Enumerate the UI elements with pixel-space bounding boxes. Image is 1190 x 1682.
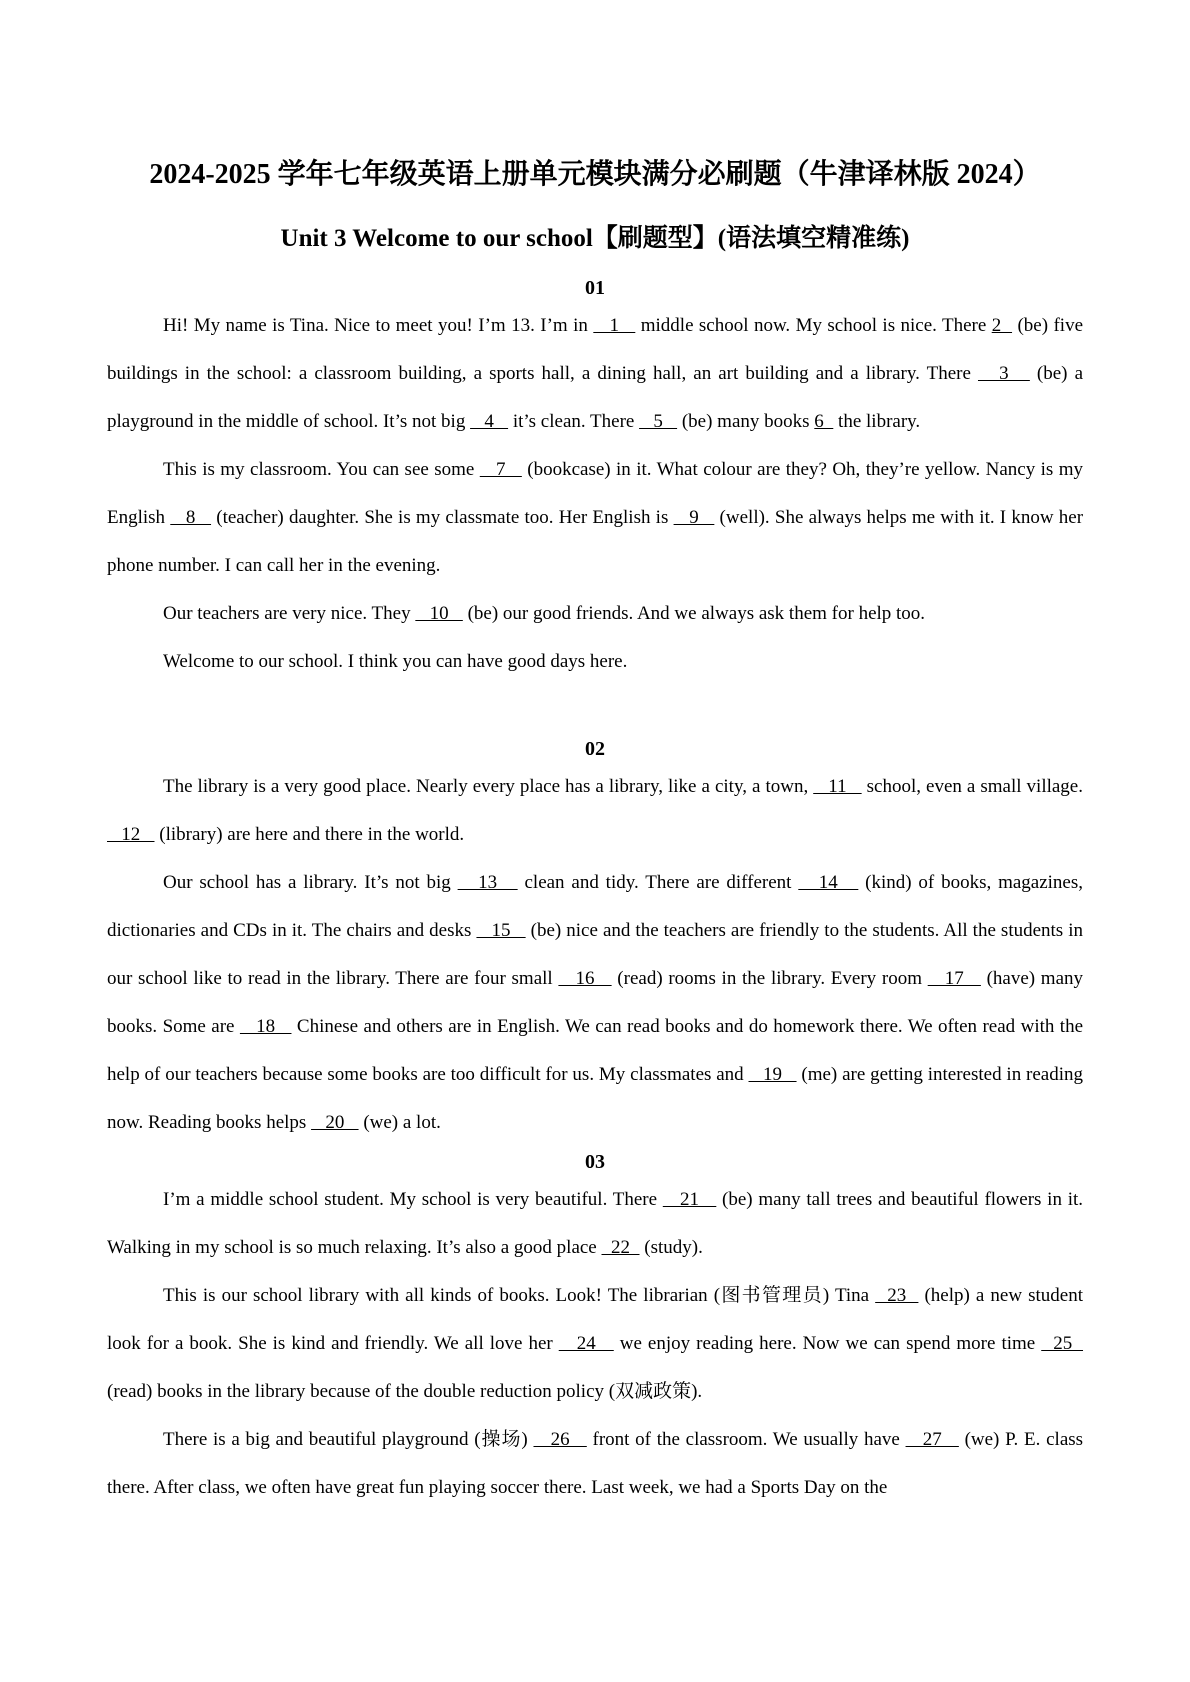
answer-blank[interactable]: 24: [558, 1333, 614, 1354]
passage-text: (we) a lot.: [358, 1112, 441, 1133]
answer-blank[interactable]: 1: [593, 315, 636, 336]
section-01-passage: [107, 302, 1083, 686]
answer-blank[interactable]: 13: [457, 872, 518, 893]
passage-text: (be) five buildings in the school: a classroom building, a sports hall, a dining hall, an art building and a library. There: [107, 315, 1084, 384]
passage-text: front of the classroom. We usually have: [586, 1429, 906, 1450]
answer-blank[interactable]: 21: [662, 1189, 717, 1210]
answer-blank[interactable]: 19: [748, 1064, 797, 1085]
passage-text: (be) many books: [677, 411, 815, 432]
answer-blank[interactable]: 5: [639, 411, 678, 432]
passage-text: clean and tidy. There are different: [517, 872, 799, 893]
paragraph: [107, 638, 1083, 686]
answer-blank[interactable]: 11: [813, 776, 862, 797]
section-02-passage: [107, 763, 1083, 1147]
passage-text: This is my classroom. You can see some: [163, 459, 480, 480]
paragraph: [107, 590, 1083, 638]
passage-text: Hi! My name is Tina. Nice to meet you! I’m 13. I’m in: [163, 315, 594, 336]
answer-blank[interactable]: 6: [814, 411, 834, 432]
passage-text: (library) are here and there in the world.: [154, 824, 465, 845]
section-heading-01: 01: [585, 277, 605, 299]
section-heading-02: 02: [585, 738, 605, 760]
answer-blank[interactable]: 22: [601, 1237, 640, 1258]
passage-text: The library is a very good place. Nearly every place has a library, like a city, a town,: [163, 776, 814, 797]
page-subtitle: Unit 3 Welcome to our school【刷题型】(语法填空精准练): [280, 225, 910, 252]
passage-text: (be) a playground in the middle of school. It’s not big: [107, 363, 1084, 432]
section-heading-03: 03: [585, 1151, 605, 1173]
passage-text: (have) many books. Some are: [107, 968, 1084, 1037]
passage-text: (read) rooms in the library. Every room: [611, 968, 928, 989]
passage-text: (teacher) daughter. She is my classmate too. Her English is: [211, 507, 674, 528]
passage-text: the library.: [833, 411, 921, 432]
answer-blank[interactable]: 20: [311, 1112, 359, 1133]
passage-text: Chinese and others are in English. We can read books and do homework there. We often read with the help of our teachers because some books are too difficult for us. My classmates and: [107, 1016, 1084, 1085]
passage-text: (me) are getting interested in reading now. Reading books helps: [107, 1064, 1084, 1133]
answer-blank[interactable]: 12: [107, 824, 155, 845]
passage-text: (we) P. E. class there. After class, we often have great fun playing soccer there. Last week, we had a Sports Day on the: [107, 1429, 1084, 1498]
answer-blank[interactable]: 7: [479, 459, 522, 480]
answer-blank[interactable]: 18: [239, 1016, 292, 1037]
passage-text: Welcome to our school. I think you can have good days here.: [163, 651, 628, 672]
answer-blank[interactable]: 26: [533, 1429, 587, 1450]
paragraph: [107, 302, 1083, 446]
paragraph: [107, 1416, 1083, 1512]
passage-text: There is a big and beautiful playground (操场): [163, 1429, 534, 1450]
paragraph: [107, 446, 1083, 590]
paragraph: [107, 763, 1083, 859]
answer-blank[interactable]: 15: [476, 920, 526, 941]
passage-text: (well). She always helps me with it. I know her phone number. I can call her in the evening.: [107, 507, 1084, 576]
answer-blank[interactable]: 14: [798, 872, 859, 893]
passage-text: it’s clean. There: [508, 411, 640, 432]
passage-text: (be) many tall trees and beautiful flowers in it. Walking in my school is so much relaxing. It’s also a good place: [107, 1189, 1084, 1258]
answer-blank[interactable]: 4: [470, 411, 509, 432]
page-title: 2024-2025 学年七年级英语上册单元模块满分必刷题（牛津译林版 2024）: [149, 159, 1041, 190]
section-03-passage: [107, 1176, 1083, 1512]
paragraph: [107, 859, 1083, 1147]
answer-blank[interactable]: 25: [1041, 1333, 1084, 1354]
passage-text: school, even a small village.: [861, 776, 1083, 797]
answer-blank[interactable]: 3: [977, 363, 1030, 384]
answer-blank[interactable]: 23: [875, 1285, 919, 1306]
passage-text: I’m a middle school student. My school is very beautiful. There: [163, 1189, 663, 1210]
passage-text: (help) a new student look for a book. She is kind and friendly. We all love her: [107, 1285, 1084, 1354]
passage-text: we enjoy reading here. Now we can spend more time: [613, 1333, 1042, 1354]
passage-text: This is our school library with all kinds of books. Look! The librarian (图书管理员) Tina: [163, 1285, 876, 1306]
answer-blank[interactable]: 17: [927, 968, 981, 989]
answer-blank[interactable]: 9: [673, 507, 715, 528]
paragraph: [107, 1272, 1083, 1416]
passage-text: middle school now. My school is nice. There: [635, 315, 992, 336]
passage-text: (be) nice and the teachers are friendly to the students. All the students in our school like to read in the library. There are four small: [107, 920, 1084, 989]
passage-text: (kind) of books, magazines, dictionaries and CDs in it. The chairs and desks: [107, 872, 1084, 941]
passage-text: (read) books in the library because of the double reduction policy (双减政策).: [107, 1381, 703, 1402]
passage-text: (bookcase) in it. What colour are they? Oh, they’re yellow. Nancy is my English: [107, 459, 1084, 528]
paragraph: [107, 1176, 1083, 1272]
answer-blank[interactable]: 8: [170, 507, 212, 528]
answer-blank[interactable]: 2: [991, 315, 1013, 336]
passage-text: Our teachers are very nice. They: [163, 603, 416, 624]
passage-text: (be) our good friends. And we always ask them for help too.: [462, 603, 926, 624]
passage-text: Our school has a library. It’s not big: [163, 872, 458, 893]
answer-blank[interactable]: 10: [415, 603, 463, 624]
answer-blank[interactable]: 16: [558, 968, 612, 989]
answer-blank[interactable]: 27: [905, 1429, 959, 1450]
passage-text: (study).: [639, 1237, 703, 1258]
